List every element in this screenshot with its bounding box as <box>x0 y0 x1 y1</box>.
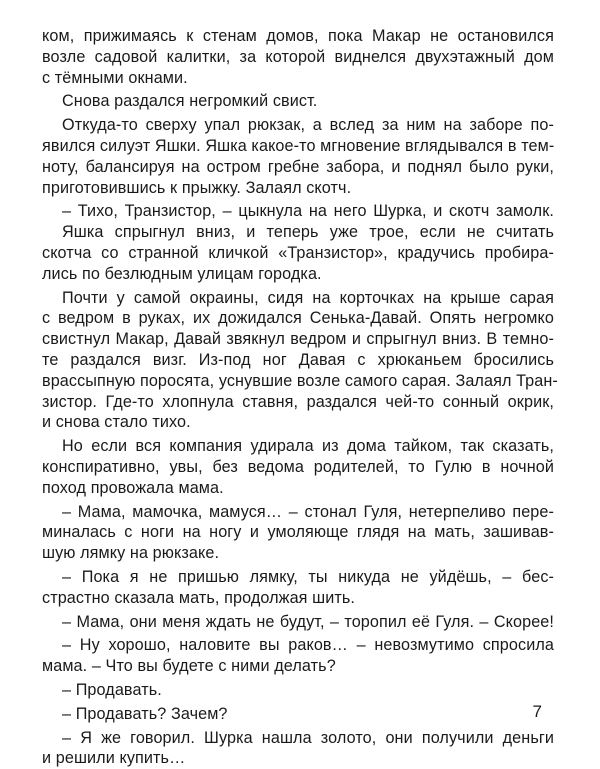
text-line: конспиративно, увы, без ведома родителей, то Гулю в ночной <box>42 457 554 476</box>
text-line: и решили купить… <box>42 749 186 768</box>
text-line: те раздался визг. Из-под ног Давая с хрюканьем бросились <box>42 350 554 369</box>
text-line: ком, прижимаясь к стенам домов, пока Макар не остановился <box>42 27 554 45</box>
text-line: Но если вся компания удирала из дома тайком, так сказать, <box>62 437 554 456</box>
text-line: – Продавать? Зачем? <box>62 704 228 723</box>
text-line: страстно сказала мать, продолжая шить. <box>42 588 356 607</box>
text-line: – Пока я не пришью лямку, ты никуда не уйдёшь, – бес- <box>62 567 554 586</box>
text-line: – Продавать. <box>62 680 162 699</box>
text-line: явился силуэт Яшки. Яшка какое-то мгновение вглядывался в тем- <box>42 136 555 155</box>
text-line: – Мама, мамочка, мамуся… – стонал Гуля, нетерпеливо пере- <box>62 502 554 521</box>
text-line: – Ну хорошо, наловите вы раков… – невозмутимо спросила <box>62 636 554 655</box>
text-line: поход провожала мама. <box>42 478 224 497</box>
text-line: Яшка спрыгнул вниз, и теперь уже трое, если не считать <box>62 223 554 242</box>
text-line: Снова раздался негромкий свист. <box>62 92 318 111</box>
text-line: – Мама, они меня ждать не будут, – торопил её Гуля. – Скорее! <box>62 612 554 631</box>
text-line: скотча со странной кличкой «Транзистор», крадучись пробира- <box>42 243 554 262</box>
text-line: зистор. Где-то хлопнула ставня, раздался чей-то сонный окрик, <box>42 392 554 411</box>
text-line: шую лямку на рюкзаке. <box>42 544 220 563</box>
body-text <box>42 26 558 769</box>
text-line: и снова стало тихо. <box>42 413 191 432</box>
text-line: возле садовой калитки, за которой виднелся двухэтажный дом <box>42 47 554 66</box>
text-line: Почти у самой окраины, сидя на корточках на крыше сарая <box>62 288 554 307</box>
text-line: лись по безлюдным улицам городка. <box>42 264 322 283</box>
text-line: врассыпную поросята, уснувшие возле самого сарая. Залаял Тран- <box>42 371 558 390</box>
text-line: с тёмными окнами. <box>42 68 188 87</box>
text-line: Откуда-то сверху упал рюкзак, а вслед за ним на заборе по- <box>62 116 554 135</box>
text-line: – Я же говорил. Шурка нашла золото, они получили деньги <box>62 728 554 747</box>
text-line: ноту, балансируя на остром гребне забора, и поднял было руки, <box>42 157 554 176</box>
text-line: с ведром в руках, их дожидался Сенька-Давай. Опять негромко <box>42 309 554 328</box>
text-line: миналась с ноги на ногу и умоляюще глядя на мать, зашивав- <box>42 523 554 542</box>
text-line: – Тихо, Транзистор, – цыкнула на него Шурка, и скотч замолк. <box>62 202 554 221</box>
text-line: приготовившись к прыжку. Залаял скотч. <box>42 178 352 197</box>
page-number: 7 <box>532 702 542 721</box>
text-line: свистнул Макар, Давай звякнул ведром и спрыгнул вниз. В темно- <box>42 330 554 349</box>
text-line: мама. – Что вы будете с ними делать? <box>42 657 336 676</box>
